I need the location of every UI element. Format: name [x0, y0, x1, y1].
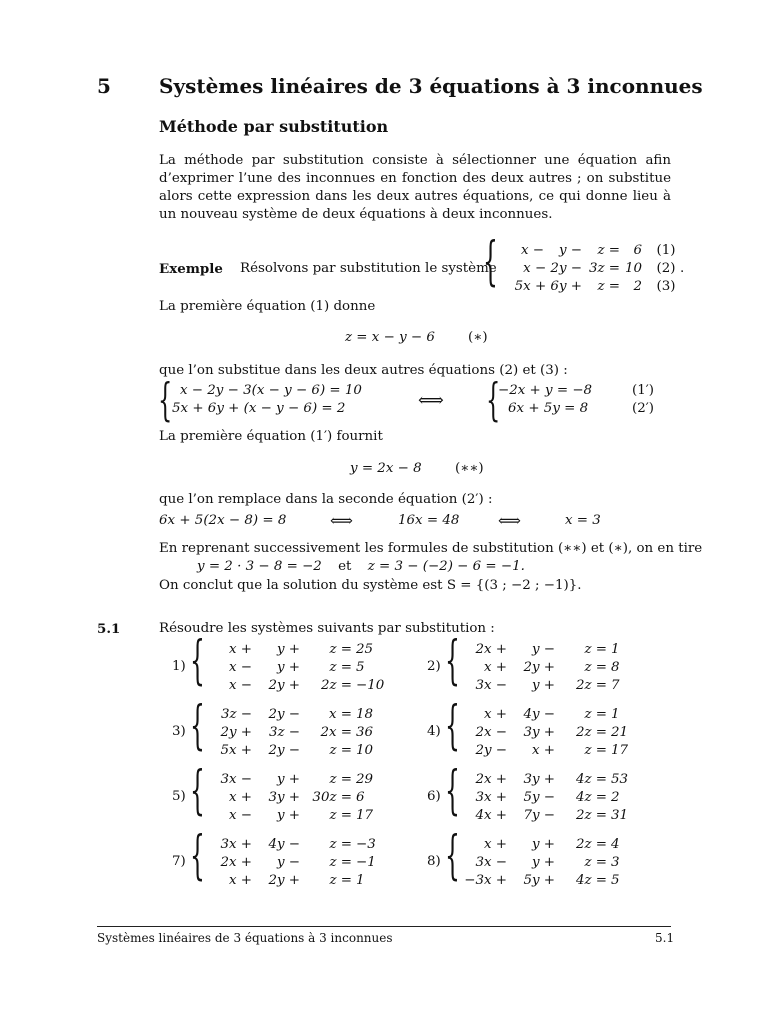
- equation-rhs: 6: [356, 790, 365, 805]
- equation-row: [204, 807, 388, 825]
- conclusion-y: y = 2 · 3 − 8 = −2: [197, 559, 322, 574]
- equation-row: [459, 742, 643, 760]
- equation-row: [204, 836, 388, 854]
- equation-rhs: 31: [611, 808, 629, 823]
- equation-term: x −: [228, 660, 252, 675]
- equation-rhs: 17: [356, 808, 374, 823]
- equation-term: 4z =: [575, 873, 607, 888]
- equation-term: 4x +: [475, 808, 507, 823]
- equation-rhs: −10: [356, 678, 385, 693]
- term: z =: [597, 243, 620, 258]
- equation-term: z =: [329, 642, 352, 657]
- eq-star: z = x − y − 6: [345, 330, 435, 345]
- conclusion-z: z = 3 − (−2) − 6 = −1.: [367, 559, 525, 574]
- system-brace: {: [190, 631, 205, 691]
- sub-right-tag2: (2′): [632, 401, 655, 416]
- equation-term: 3z −: [268, 725, 300, 740]
- equation-row: [459, 641, 643, 659]
- equiv-symbol: ⟺: [498, 511, 521, 530]
- equation-row: [459, 677, 643, 695]
- equation-tag: (1): [656, 243, 676, 258]
- equiv-symbol: ⟺: [418, 390, 444, 411]
- equation-term: z =: [584, 642, 607, 657]
- equation-rhs: 2: [611, 790, 620, 805]
- sub-left-eq2: 5x + 6y + (x − y − 6) = 2: [172, 401, 346, 416]
- equation-term: y +: [276, 808, 300, 823]
- equation-rhs: 1: [356, 873, 365, 888]
- equation-rhs: 4: [611, 837, 620, 852]
- equation-term: 2z =: [575, 808, 607, 823]
- equation-term: z =: [584, 660, 607, 675]
- equation-term: 3y +: [268, 790, 300, 805]
- sub-right-brace: {: [486, 373, 501, 426]
- term: x −: [520, 243, 544, 258]
- equation-rhs: 3: [611, 855, 620, 870]
- chain-eq3: x = 3: [565, 513, 601, 528]
- conclusion-text: En reprenant successivement les formules de substitution (∗∗) et (∗), on en tire: [159, 541, 703, 556]
- example-system-row: [500, 242, 688, 260]
- equation-rhs: 10: [356, 743, 374, 758]
- equation-term: z =: [584, 707, 607, 722]
- equation-term: 3y +: [523, 772, 555, 787]
- system-brace: {: [445, 696, 460, 756]
- step3-text: La première équation (1′) fournit: [159, 429, 383, 444]
- equation-row: [204, 742, 388, 760]
- equation-term: 2x −: [475, 725, 507, 740]
- system-label: 2): [427, 659, 441, 674]
- equation-term: 4y −: [523, 707, 555, 722]
- equation-term: y −: [531, 642, 555, 657]
- section-title: Systèmes linéaires de 3 équations à 3 inconnues: [159, 74, 703, 98]
- term: 2: [633, 279, 642, 294]
- equation-rhs: 1: [611, 642, 620, 657]
- system-label: 1): [172, 659, 186, 674]
- step1-text: La première équation (1) donne: [159, 299, 376, 314]
- term: 6: [633, 243, 642, 258]
- equation-term: 2y +: [268, 678, 300, 693]
- system-label: 4): [427, 724, 441, 739]
- conclusion-et: et: [338, 559, 352, 574]
- equation-term: 2y +: [220, 725, 252, 740]
- equation-tag: (3): [656, 279, 676, 294]
- equation-term: 3y +: [523, 725, 555, 740]
- equation-term: x +: [483, 707, 507, 722]
- equation-row: [459, 724, 643, 742]
- section-number: 5: [97, 74, 111, 98]
- equation-term: 30z =: [312, 790, 352, 805]
- equation-rhs: 21: [611, 725, 629, 740]
- equation-term: 2y −: [475, 743, 507, 758]
- equation-row: [459, 854, 643, 872]
- system-brace: {: [445, 761, 460, 821]
- equation-term: x =: [328, 707, 352, 722]
- equation-term: y +: [531, 678, 555, 693]
- equation-term: 2z =: [575, 837, 607, 852]
- equation-term: 2y −: [268, 707, 300, 722]
- equation-term: 2x +: [475, 772, 507, 787]
- example-label: Exemple: [159, 261, 223, 277]
- equation-row: [204, 854, 388, 872]
- equation-term: 2y +: [268, 873, 300, 888]
- equation-system: [204, 706, 388, 760]
- exercise-instruction: Résoudre les systèmes suivants par substitution :: [159, 621, 495, 636]
- equiv-symbol: ⟺: [330, 511, 353, 530]
- equation-term: y +: [276, 660, 300, 675]
- equation-term: x +: [531, 743, 555, 758]
- equation-system: [204, 836, 388, 890]
- sub-right-eq1: −2x + y = −8: [498, 383, 593, 398]
- system-label: 5): [172, 789, 186, 804]
- sub-left-brace: {: [158, 373, 173, 426]
- equation-row: [204, 872, 388, 890]
- system-brace: {: [190, 696, 205, 756]
- equation-rhs: 17: [611, 743, 629, 758]
- system-label: 3): [172, 724, 186, 739]
- sub-right-eq2: 6x + 5y = 8: [508, 401, 589, 416]
- equation-term: z =: [329, 772, 352, 787]
- exercise-number: 5.1: [97, 621, 121, 637]
- equation-term: y +: [531, 837, 555, 852]
- equation-term: 2x =: [320, 725, 352, 740]
- conclusion-values: [159, 559, 525, 574]
- equation-term: 2y +: [523, 660, 555, 675]
- footer-left: Systèmes linéaires de 3 équations à 3 inconnues: [97, 931, 393, 945]
- equation-term: z =: [329, 660, 352, 675]
- equation-term: z =: [329, 873, 352, 888]
- equation-rhs: 36: [356, 725, 374, 740]
- equation-term: 3z −: [220, 707, 252, 722]
- equation-row: [459, 789, 643, 807]
- example-system: [500, 242, 688, 296]
- equation-system: [204, 771, 388, 825]
- equation-term: z =: [329, 855, 352, 870]
- equation-rhs: 5: [356, 660, 365, 675]
- system-label: 6): [427, 789, 441, 804]
- example-system-brace: {: [483, 232, 498, 292]
- equation-term: z =: [329, 837, 352, 852]
- equation-row: [459, 807, 643, 825]
- equation-term: 3x +: [475, 790, 507, 805]
- term: 5x + 6y +: [514, 279, 582, 294]
- equation-term: y −: [276, 855, 300, 870]
- equation-rhs: 7: [611, 678, 620, 693]
- period: .: [680, 261, 685, 276]
- conclusion-2: On conclut que la solution du système est S = {(3 ; −2 ; −1)}.: [159, 578, 582, 593]
- chain-eq1: 6x + 5(2x − 8) = 8: [159, 513, 287, 528]
- equation-rhs: 29: [356, 772, 374, 787]
- method-description: La méthode par substitution consiste à sélectionner une équation afin d’exprimer l’une des inconnues en fonction des deux autres ; on substitue alors cette expression dans les deux autres équations, ce qui donne lieu à un nouveau système de deux équations à deux inconnues.: [159, 153, 671, 222]
- sub-left-eq1: x − 2y − 3(x − y − 6) = 10: [180, 383, 362, 398]
- equation-term: x +: [483, 660, 507, 675]
- eq-star-tag: (∗): [468, 330, 488, 345]
- equation-row: [204, 706, 388, 724]
- equation-rhs: 1: [611, 707, 620, 722]
- equation-term: y +: [531, 855, 555, 870]
- equation-row: [459, 872, 643, 890]
- equation-term: 5y +: [523, 873, 555, 888]
- equation-row: [204, 677, 388, 695]
- equation-term: 7y −: [523, 808, 555, 823]
- equation-rhs: 8: [611, 660, 620, 675]
- equation-rhs: 25: [356, 642, 374, 657]
- equation-term: 2x +: [475, 642, 507, 657]
- equation-term: 3x −: [475, 855, 507, 870]
- equation-term: 2z =: [320, 678, 352, 693]
- equation-system: [459, 771, 643, 825]
- equation-row: [459, 836, 643, 854]
- conclusion-1: [159, 541, 702, 556]
- equation-row: [204, 771, 388, 789]
- equation-term: y +: [276, 772, 300, 787]
- footer-right: 5.1: [655, 931, 675, 945]
- equation-term: z =: [584, 855, 607, 870]
- equation-system: [459, 836, 643, 890]
- equation-term: 4z =: [575, 790, 607, 805]
- system-label: 7): [172, 854, 186, 869]
- equation-rhs: 18: [356, 707, 374, 722]
- equation-term: 2z =: [575, 678, 607, 693]
- equation-row: [459, 706, 643, 724]
- equation-system: [204, 641, 388, 695]
- equation-row: [204, 659, 388, 677]
- equation-rhs: 5: [611, 873, 620, 888]
- term: y −: [558, 243, 582, 258]
- equation-term: x +: [228, 642, 252, 657]
- equation-rhs: −3: [356, 837, 376, 852]
- system-brace: {: [190, 761, 205, 821]
- equation-term: 3x +: [220, 837, 252, 852]
- eq-dstar: y = 2x − 8: [350, 461, 422, 476]
- equation-term: x +: [483, 837, 507, 852]
- equation-row: [204, 789, 388, 807]
- equation-term: 2y −: [268, 743, 300, 758]
- equation-tag: (2): [656, 261, 676, 276]
- equation-term: 3x −: [220, 772, 252, 787]
- equation-rhs: −1: [356, 855, 376, 870]
- equation-term: 3x −: [475, 678, 507, 693]
- sub-right-tag1: (1′): [632, 383, 655, 398]
- system-brace: {: [190, 826, 205, 886]
- equation-term: 5x +: [220, 743, 252, 758]
- example-system-row: [500, 278, 688, 296]
- example-system-row: [500, 260, 688, 278]
- step4-text: que l’on remplace dans la seconde équation (2′) :: [159, 492, 493, 507]
- equation-term: 5y −: [523, 790, 555, 805]
- step2-text: que l’on substitue dans les deux autres équations (2) et (3) :: [159, 363, 568, 378]
- equation-term: x +: [228, 790, 252, 805]
- eq-dstar-tag: (∗∗): [455, 461, 484, 476]
- equation-term: y +: [276, 642, 300, 657]
- footer-divider: [97, 926, 671, 927]
- system-brace: {: [445, 631, 460, 691]
- equation-system: [459, 641, 643, 695]
- equation-system: [459, 706, 643, 760]
- equation-term: 4y −: [268, 837, 300, 852]
- equation-term: z =: [584, 743, 607, 758]
- equation-term: x −: [228, 808, 252, 823]
- term: 10: [624, 261, 642, 276]
- equation-term: z =: [329, 743, 352, 758]
- system-brace: {: [445, 826, 460, 886]
- equation-row: [459, 659, 643, 677]
- term: 3z =: [588, 261, 620, 276]
- equation-term: 4z =: [575, 772, 607, 787]
- term: z =: [597, 279, 620, 294]
- equation-row: [459, 771, 643, 789]
- equation-row: [204, 724, 388, 742]
- system-label: 8): [427, 854, 441, 869]
- equation-term: 2x +: [220, 855, 252, 870]
- equation-term: z =: [329, 808, 352, 823]
- example-intro: Résolvons par substitution le système: [240, 261, 497, 276]
- chain-eq2: 16x = 48: [398, 513, 460, 528]
- term: x − 2y −: [523, 261, 582, 276]
- equation-row: [204, 641, 388, 659]
- equation-term: −3x +: [464, 873, 507, 888]
- equation-term: 2z =: [575, 725, 607, 740]
- equation-rhs: 53: [611, 772, 629, 787]
- equation-term: x +: [228, 873, 252, 888]
- method-title: Méthode par substitution: [159, 117, 389, 136]
- equation-term: x −: [228, 678, 252, 693]
